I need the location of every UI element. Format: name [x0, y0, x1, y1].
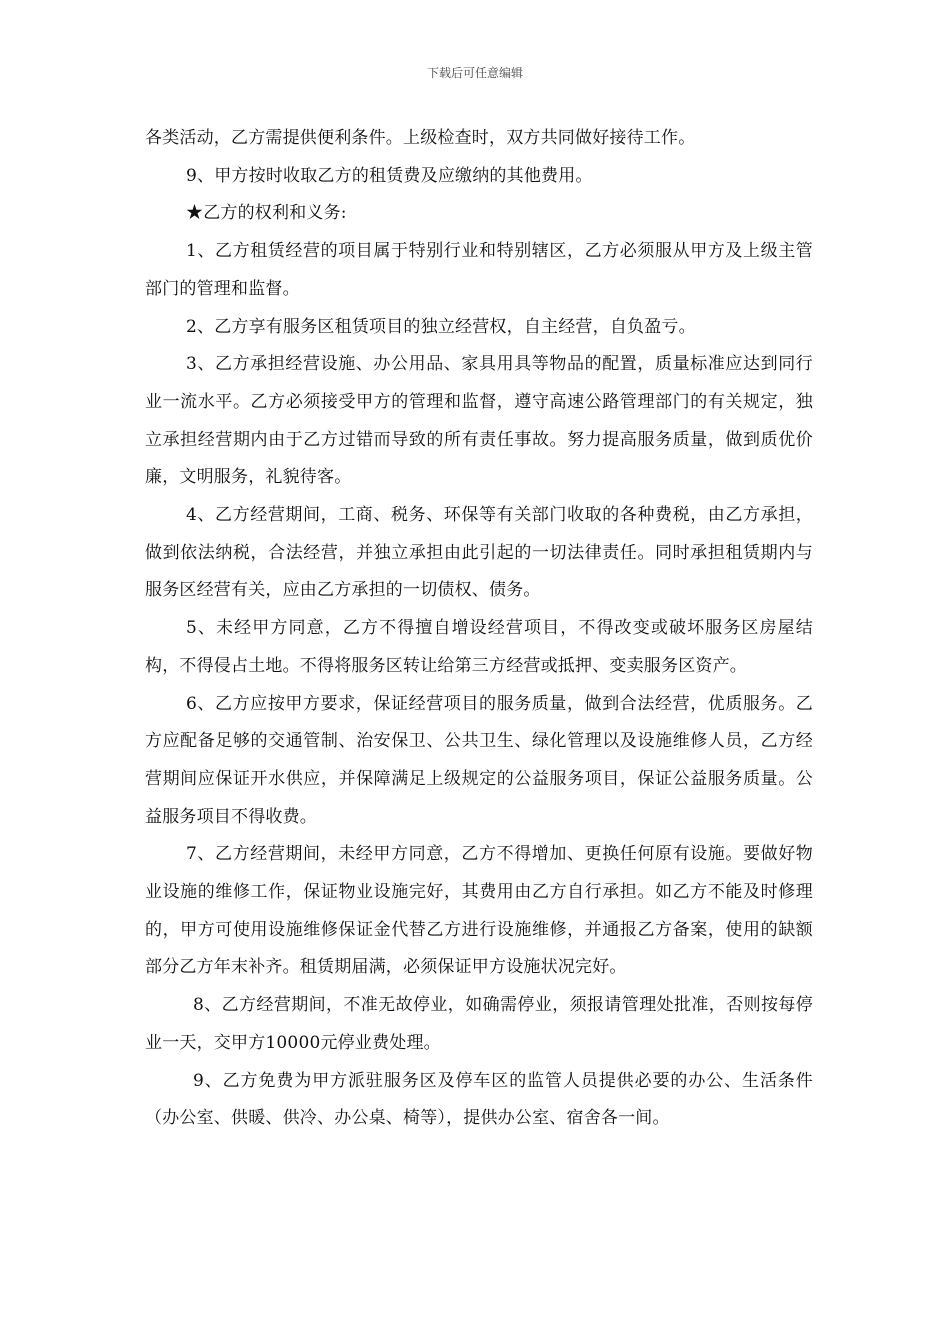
- paragraph-clause-6: 6、乙方应按甲方要求，保证经营项目的服务质量，做到合法经营，优质服务。乙方应配备足够的交通管制、治安保卫、公共卫生、绿化管理以及设施维修人员，乙方经营期间应保证开水供应，并保障满足上级规定的公益服务项目，保证公益服务质量。公益服务项目不得收费。: [145, 693, 813, 827]
- paragraph-clause-4: 4、乙方经营期间，工商、税务、环保等有关部门收取的各种费税，由乙方承担，做到依法纳税，合法经营，并独立承担由此引起的一切法律责任。同时承担租赁期内与服务区经营有关，应由乙方承担的一切债权、债务。: [145, 505, 813, 601]
- page-header-note: 下载后可任意编辑: [426, 66, 523, 80]
- paragraph-clause-1: 1、乙方租赁经营的项目属于特别行业和特别辖区，乙方必须服从甲方及上级主管部门的管理和监督。: [145, 241, 813, 299]
- document-body: [145, 120, 813, 1138]
- paragraph-clause-5: 5、未经甲方同意，乙方不得擅自增设经营项目，不得改变或破坏服务区房屋结构，不得侵占土地。不得将服务区转让给第三方经营或抵押、变卖服务区资产。: [145, 618, 813, 676]
- paragraph-clause-3: 3、乙方承担经营设施、办公用品、家具用具等物品的配置，质量标准应达到同行业一流水平。乙方必须接受甲方的管理和监督，遵守高速公路管理部门的有关规定，独立承担经营期内由于乙方过错而导致的所有责任事故。努力提高服务质量，做到质优价廉，文明服务，礼貌待客。: [145, 354, 813, 488]
- paragraph-clause-9-party-a: 9、甲方按时收取乙方的租赁费及应缴纳的其他费用。: [186, 165, 593, 186]
- section-heading-party-b-rights: ★乙方的权利和义务:: [186, 203, 347, 224]
- paragraph-clause-2: 2、乙方享有服务区租赁项目的独立经营权，自主经营，自负盈亏。: [186, 316, 696, 337]
- paragraph-clause-8: 8、乙方经营期间，不准无故停业，如确需停业，须报请管理处批准，否则按每停业一天，交甲方10000元停业费处理。: [145, 995, 813, 1053]
- paragraph-clause-7: 7、乙方经营期间，未经甲方同意，乙方不得增加、更换任何原有设施。要做好物业设施的维修工作，保证物业设施完好，其费用由乙方自行承担。如乙方不能及时修理的，甲方可使用设施维修保证金代替乙方进行设施维修，并通报乙方备案，使用的缺额部分乙方年末补齐。租赁期届满，必须保证甲方设施状况完好。: [145, 844, 813, 978]
- paragraph-continuation: 各类活动，乙方需提供便利条件。上级检查时，双方共同做好接待工作。: [145, 128, 696, 148]
- paragraph-clause-9-party-b: 9、乙方免费为甲方派驻服务区及停车区的监管人员提供必要的办公、生活条件（办公室、供暖、供冷、办公桌、椅等），提供办公室、宿舍各一间。: [145, 1070, 813, 1129]
